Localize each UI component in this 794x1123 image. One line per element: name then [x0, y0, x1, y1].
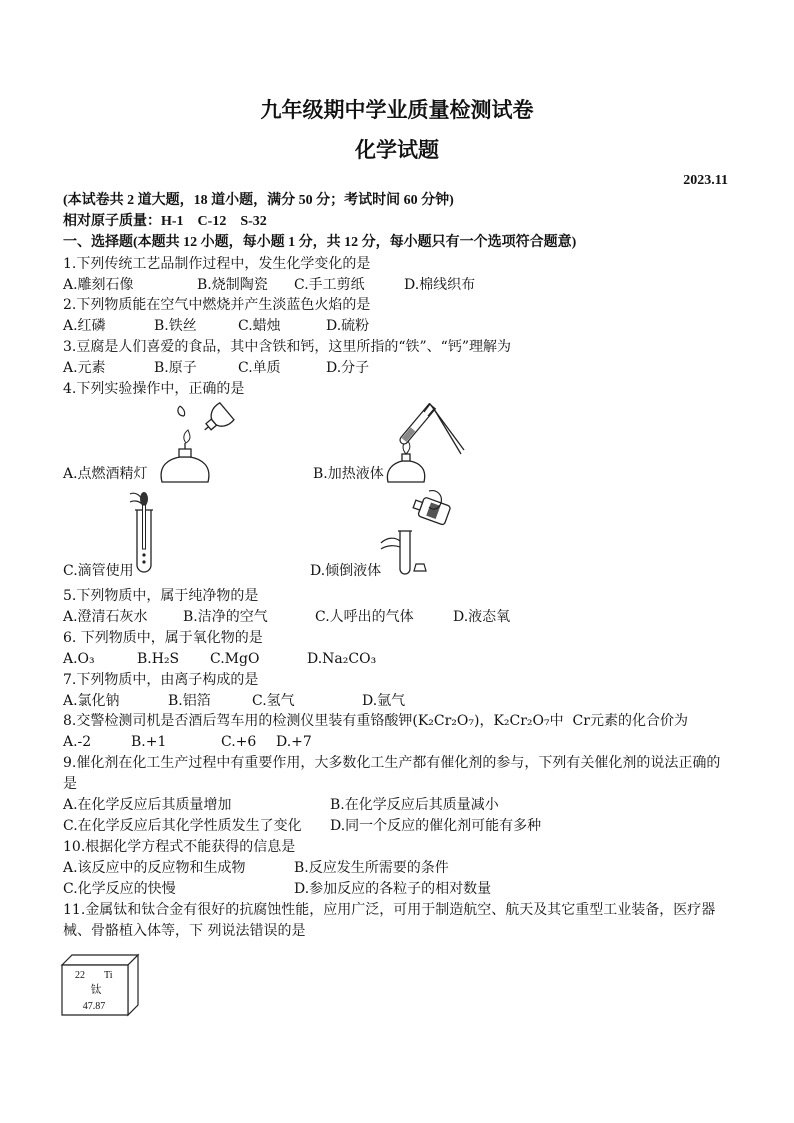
- question-4-option-c: C.滴管使用: [63, 563, 134, 579]
- figure-pouring-liquid: [377, 487, 447, 577]
- question-8-option-b: B.+1: [131, 734, 167, 750]
- question-4-stem: 4.下列实验操作中，正确的是: [63, 381, 245, 397]
- figure-heating-liquid: [380, 398, 466, 484]
- question-1-option-d: D.棉线织布: [404, 277, 476, 293]
- question-6-option-d: D.Na₂CO₃: [307, 651, 377, 667]
- element-symbol: Ti: [104, 970, 113, 981]
- question-6-stem: 6. 下列物质中，属于氧化物的是: [63, 630, 263, 646]
- question-9-option-d: D.同一个反应的催化剂可能有多种: [330, 818, 542, 834]
- reagent-bottle: [411, 495, 451, 526]
- element-name: 钛: [90, 984, 102, 996]
- periodic-element-tile: [58, 950, 140, 1020]
- hand: [178, 406, 185, 416]
- question-3-option-d: D.分子: [326, 360, 370, 376]
- test-tube: [398, 531, 412, 574]
- question-9-option-b: B.在化学反应后其质量减小: [330, 797, 499, 813]
- question-3-option-b: B.原子: [154, 360, 197, 376]
- question-10-stem: 10.根据化学方程式不能获得的信息是: [63, 839, 296, 855]
- question-1-option-b: B.烧制陶瓷: [197, 277, 268, 293]
- figure-dropper-use: [128, 492, 164, 574]
- question-9-option-a: A.在化学反应后其质量增加: [63, 797, 232, 813]
- question-5-option-d: D.液态氧: [453, 609, 511, 625]
- question-5-option-b: B.洁净的空气: [183, 609, 268, 625]
- atomic-mass: 47.87: [82, 1001, 106, 1012]
- question-7-option-c: C.氢气: [252, 693, 295, 709]
- question-3-stem: 3.豆腐是人们喜爱的食品，其中含铁和钙，这里所指的“铁”、“钙”理解为: [63, 339, 511, 355]
- exam-date: 2023.11: [683, 173, 728, 188]
- question-7-option-a: A.氯化钠: [63, 693, 120, 709]
- question-7-stem: 7.下列物质中，由离子构成的是: [63, 672, 259, 688]
- question-2-option-a: A.红磷: [63, 318, 106, 334]
- question-11-stem: 11.金属钛和钛合金有很好的抗腐蚀性能，应用广泛，可用于制造航空、航天及其它重型工业装备，医疗器: [63, 902, 716, 918]
- question-3-option-a: A.元素: [63, 360, 106, 376]
- question-5-option-c: C.人呼出的气体: [315, 609, 414, 625]
- question-2-stem: 2.下列物质能在空气中燃烧并产生淡蓝色火焰的是: [63, 297, 371, 313]
- question-8-option-d: D.+7: [276, 734, 312, 750]
- atomic-masses: 相对原子质量：H-1 C-12 S-32: [63, 214, 267, 229]
- question-10-option-d: D.参加反应的各粒子的相对数量: [294, 881, 492, 897]
- question-1-stem: 1.下列传统工艺品制作过程中，发生化学变化的是: [63, 256, 371, 272]
- question-6-option-a: A.O₃: [63, 651, 95, 667]
- question-4-option-d: D.倾倒液体: [310, 563, 382, 579]
- question-2-option-b: B.铁丝: [154, 318, 197, 334]
- exam-instructions: (本试卷共 2 道大题，18 道小题，满分 50 分；考试时间 60 分钟): [63, 193, 454, 208]
- drop: [142, 553, 145, 556]
- question-10-option-b: B.反应发生所需要的条件: [294, 860, 449, 876]
- exam-subject: 化学试题: [355, 137, 439, 162]
- question-7-option-d: D.氩气: [362, 693, 406, 709]
- flame: [184, 430, 190, 443]
- question-6-option-b: B.H₂S: [137, 651, 180, 667]
- question-10-option-c: C.化学反应的快慢: [63, 881, 176, 897]
- question-3-option-c: C.单质: [238, 360, 281, 376]
- alcohol-lamp: [161, 443, 209, 482]
- test-tube: [398, 404, 435, 446]
- question-5-option-a: A.澄清石灰水: [63, 609, 148, 625]
- question-4-option-a: A.点燃酒精灯: [63, 466, 148, 482]
- question-1-option-a: A.雕刻石像: [63, 277, 134, 293]
- atomic-number: 22: [75, 970, 85, 981]
- question-8-stem: 8.交警检测司机是否酒后驾车用的检测仪里装有重铬酸钾(K₂Cr₂O₇)，K₂Cr₂O₇中 Cr元素的化合价为: [63, 713, 688, 729]
- question-6-option-c: C.MgO: [210, 651, 260, 667]
- question-1-option-c: C.手工剪纸: [294, 277, 365, 293]
- figure-lighting-alcohol-lamp: [150, 404, 230, 484]
- hand: [381, 538, 400, 549]
- tilted-alcohol-lamp: [197, 403, 234, 439]
- question-4-option-b: B.加热液体: [313, 466, 384, 482]
- question-2-option-d: D.硫粉: [326, 318, 370, 334]
- alcohol-lamp: [387, 454, 424, 482]
- question-9-stem: 9.催化剂在化工生产过程中有重要作用，大多数化工生产都有催化剂的参与，下列有关催化剂的说法正确的: [63, 755, 721, 771]
- question-5-stem: 5.下列物质中，属于纯净物的是: [63, 588, 259, 604]
- question-9-stem-continued: 是: [63, 776, 77, 792]
- question-8-option-c: C.+6: [221, 734, 257, 750]
- tile-side-face: [128, 955, 138, 1015]
- question-7-option-b: B.铝箔: [168, 693, 211, 709]
- exam-title: 九年级期中学业质量检测试卷: [260, 97, 534, 122]
- question-8-option-a: A.-2: [63, 734, 92, 750]
- question-10-option-a: A.该反应中的反应物和生成物: [63, 860, 246, 876]
- section-heading: 一、选择题(本题共 12 小题，每小题 1 分，共 12 分，每小题只有一个选项符合题意): [63, 235, 577, 250]
- bottle-stopper: [414, 564, 426, 571]
- drop: [142, 560, 145, 563]
- question-11-stem-continued: 械、骨骼植入体等，下 列说法错误的是: [63, 923, 306, 939]
- question-2-option-c: C.蜡烛: [238, 318, 281, 334]
- question-9-option-c: C.在化学反应后其化学性质发生了变化: [63, 818, 302, 834]
- tile-top-face: [62, 955, 138, 965]
